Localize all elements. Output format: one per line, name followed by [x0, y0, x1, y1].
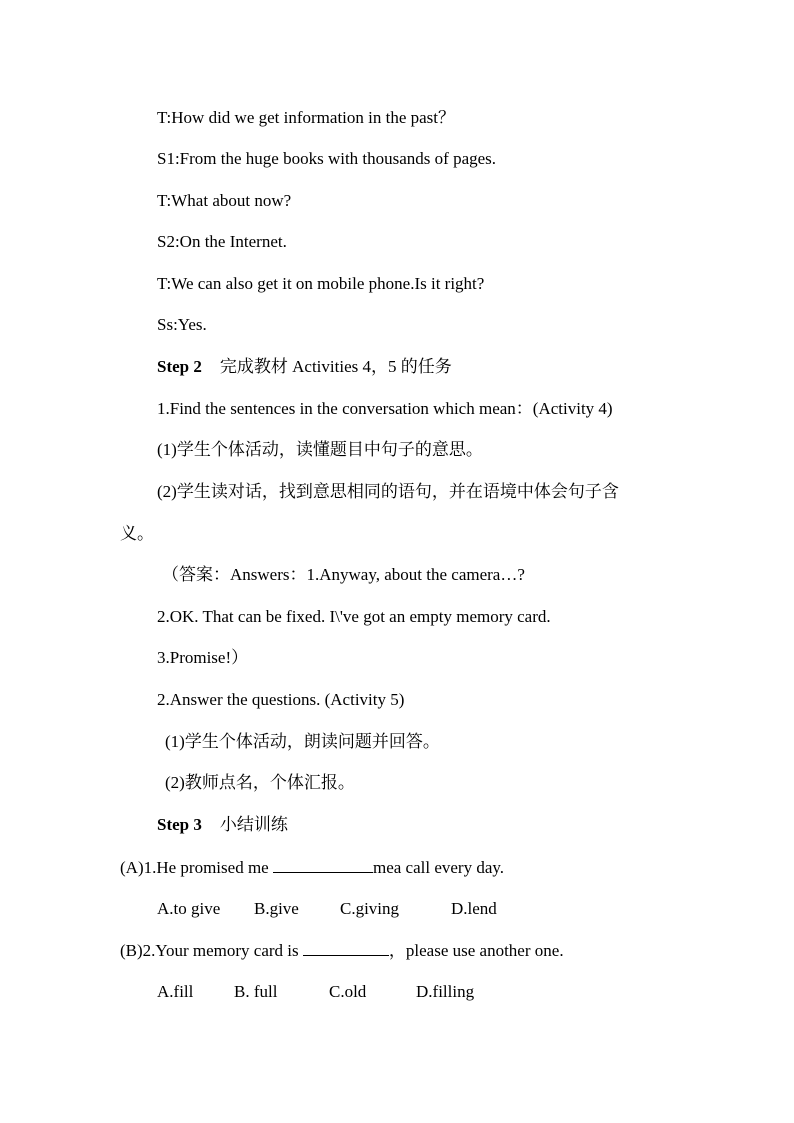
option-b: B.give	[254, 899, 299, 918]
option-a: A.to give	[157, 899, 221, 918]
question-text: (A)1.He promised me	[120, 858, 273, 877]
answer-blank	[303, 939, 389, 956]
dialogue-line: T:What about now?	[157, 191, 292, 210]
dialogue-line: T:We can also get it on mobile phone.Is it right?	[157, 274, 485, 293]
task-line: (1)学生个体活动，朗读问题并回答。	[165, 732, 440, 751]
option-a: A.fill	[157, 982, 194, 1001]
dialogue-line: Ss:Yes.	[157, 315, 207, 334]
answer-line: 3.Promise!）	[157, 648, 249, 667]
answer-line: （答案：Answers：1.Anyway, about the camera…?	[162, 565, 525, 584]
task-line: 1.Find the sentences in the conversation which mean：(Activity 4)	[157, 399, 613, 418]
option-d: D.lend	[451, 899, 497, 918]
task-line: 2.Answer the questions. (Activity 5)	[157, 690, 405, 709]
task-line: (2)教师点名，个体汇报。	[165, 773, 355, 792]
dialogue-line: S1:From the huge books with thousands of pages.	[157, 149, 497, 168]
step-heading	[157, 814, 288, 836]
dialogue-line: S2:On the Internet.	[157, 232, 287, 251]
question-text: mea call every day.	[372, 858, 505, 877]
option-c: C.old	[329, 982, 367, 1001]
question-2-options	[157, 981, 474, 1003]
option-c: C.giving	[340, 899, 400, 918]
question-2	[120, 939, 564, 962]
step-label: Step 3	[157, 815, 202, 834]
task-line: (2)学生读对话，找到意思相同的语句，并在语境中体会句子含	[157, 482, 619, 501]
step-label: Step 2	[157, 357, 202, 376]
question-1-options	[157, 898, 497, 920]
step-heading	[157, 356, 452, 378]
question-text: (B)2.Your memory card is	[120, 941, 303, 960]
answer-line: 2.OK. That can be fixed. I\'ve got an empty memory card.	[157, 607, 551, 626]
step-title: 完成教材 Activities 4，5 的任务	[219, 357, 452, 376]
question-text: ，please use another one.	[388, 941, 564, 960]
option-d: D.filling	[416, 982, 475, 1001]
option-b: B. full	[234, 982, 278, 1001]
answer-blank	[273, 856, 373, 873]
task-line: (1)学生个体活动，读懂题目中句子的意思。	[157, 440, 483, 459]
task-line: 义。	[120, 524, 154, 543]
question-1	[120, 856, 504, 879]
dialogue-line: T:How did we get information in the past？	[157, 108, 456, 127]
step-title: 小结训练	[219, 815, 288, 834]
